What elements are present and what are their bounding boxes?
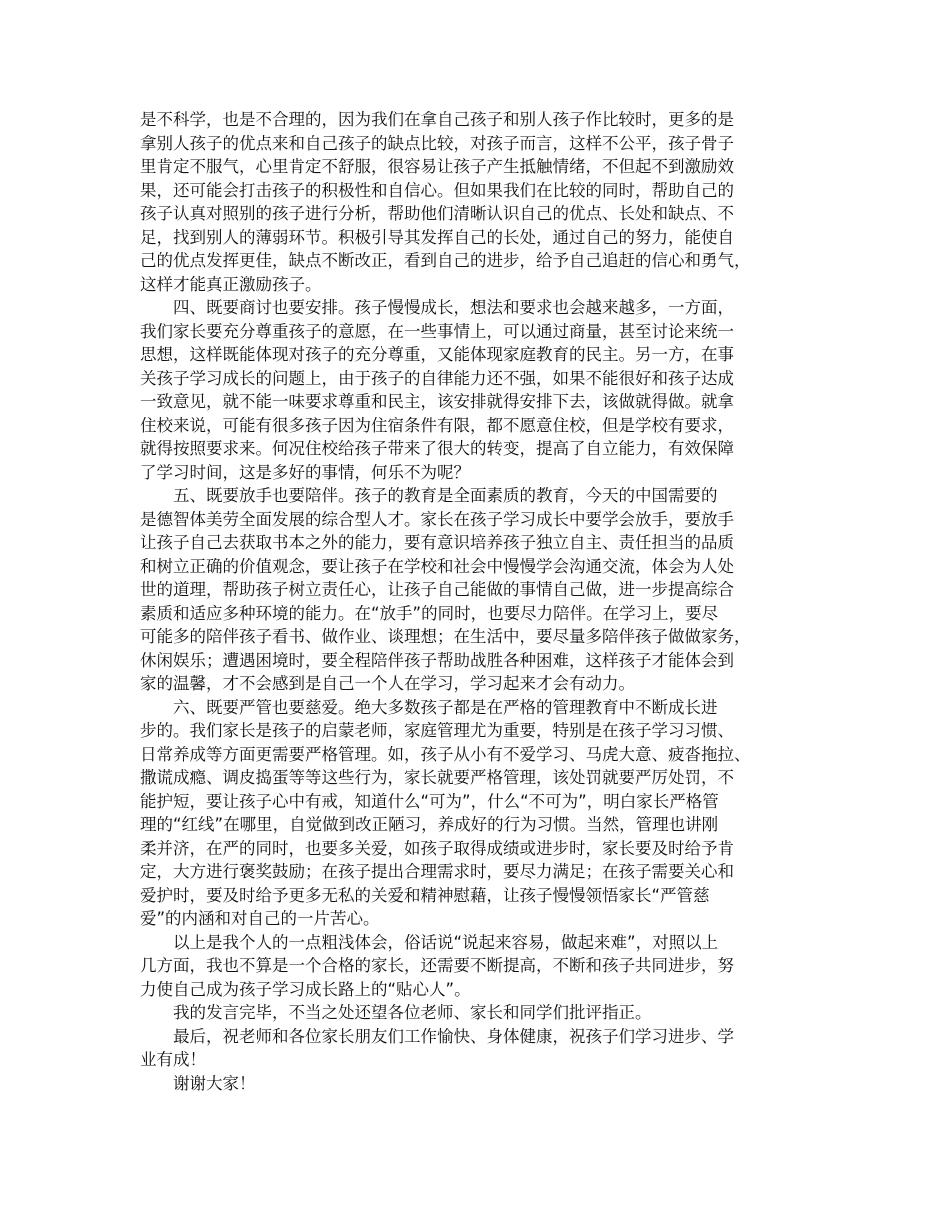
text-line: 柔并济，在严的同时，也要多关爱，如孩子取得成绩或进步时，家长要及时给予肯 [140, 838, 734, 858]
text-line: 六、既要严管也要慈爱。绝大多数孩子都是在严格的管理教育中不断成长进 [173, 697, 718, 717]
text-line: 己的优点发挥更佳，缺点不断改正，看到自己的进步，给予自己追赶的信心和勇气， [140, 251, 751, 270]
text-line: 日常养成等方面更需要严格管理。如，孩子从小有不爱学习、马虎大意、疲沓拖拉、 [140, 744, 751, 764]
text-line: 五、既要放手也要陪伴。孩子的教育是全面素质的教育，今天的中国需要的 [173, 486, 718, 505]
text-line: 了学习时间，这是多好的事情，何乐不为呢？ [140, 462, 470, 482]
text-line: 家的温馨，才不会感到是自己一个人在学习，学习起来才会有动力。 [140, 674, 635, 693]
text-line: 是不科学，也是不合理的，因为我们在拿自己孩子和别人孩子作比较时，更多的是 [140, 110, 734, 129]
text-line: 足，找到别人的薄弱环节。积极引导其发挥自己的长处，通过自己的努力，能使自 [140, 227, 734, 247]
text-line: 几方面，我也不算是一个合格的家长，还需要不断提高，不断和孩子共同进步，努 [140, 956, 734, 975]
text-line: 理的“红线”在哪里，自觉做到改正陋习，养成好的行为习惯。当然，管理也讲刚 [140, 815, 719, 834]
text-line: 孩子认真对照别的孩子进行分析，帮助他们清晰认识自己的优点、长处和缺点、不 [140, 204, 734, 223]
text-line: 力使自己成为孩子学习成长路上的“贴心人”。 [140, 979, 471, 999]
text-line: 果，还可能会打击孩子的积极性和自信心。但如果我们在比较的同时，帮助自己的 [140, 180, 734, 200]
text-line: 素质和适应多种环境的能力。在“放手”的同时，也要尽力陪伴。在学习上，要尽 [140, 603, 719, 623]
text-line: 爱”的内涵和对自己的一片苦心。 [140, 909, 380, 928]
text-line: 爱护时，要及时给予更多无私的关爱和精神慰藉，让孩子慢慢领悟家长“严管慈 [140, 885, 710, 905]
text-line: 让孩子自己去获取书本之外的能力，要有意识培养孩子独立自主、责任担当的品质 [140, 533, 734, 552]
text-line: 拿别人孩子的优点来和自己孩子的缺点比较，对孩子而言，这样不公平，孩子骨子 [140, 133, 734, 153]
text-line: 一致意见，就不能一味要求尊重和民主，该安排就得安排下去，该做就得做。就拿 [140, 392, 734, 411]
text-line: 定，大方进行褒奖鼓励；在孩子提出合理需求时，要尽力满足；在孩子需要关心和 [140, 862, 734, 881]
text-line: 能护短，要让孩子心中有戒，知道什么“可为”，什么“不可为”，明白家长严格管 [140, 791, 719, 811]
text-line: 谢谢大家！ [173, 1073, 256, 1093]
document-body [140, 108, 830, 1095]
text-line: 最后，祝老师和各位家长朋友们工作愉快、身体健康，祝孩子们学习进步、学 [173, 1026, 734, 1046]
text-line: 业有成！ [140, 1050, 206, 1069]
text-line: 这样才能真正激励孩子。 [140, 274, 322, 294]
text-line: 以上是我个人的一点粗浅体会，俗话说“说起来容易，做起来难”，对照以上 [173, 932, 719, 952]
text-line: 思想，这样既能体现对孩子的充分尊重，又能体现家庭教育的民主。另一方，在事 [140, 345, 734, 364]
text-line: 四、既要商讨也要安排。孩子慢慢成长，想法和要求也会越来越多，一方面， [173, 298, 734, 317]
text-line: 里肯定不服气，心里肯定不舒服，很容易让孩子产生抵触情绪，不但起不到激励效 [140, 157, 734, 176]
text-line: 步的。我们家长是孩子的启蒙老师，家庭管理尤为重要，特别是在孩子学习习惯、 [140, 721, 734, 740]
text-line: 我们家长要充分尊重孩子的意愿，在一些事情上，可以通过商量，甚至讨论来统一 [140, 321, 734, 341]
text-line: 住校来说，可能有很多孩子因为住宿条件有限，都不愿意住校，但是学校有要求， [140, 415, 734, 435]
text-line: 休闲娱乐；遭遇困境时，要全程陪伴孩子帮助战胜各种困难，这样孩子才能体会到 [140, 650, 734, 670]
text-line: 和树立正确的价值观念，要让孩子在学校和社会中慢慢学会沟通交流，体会为人处 [140, 556, 734, 576]
text-line: 是德智体美劳全面发展的综合型人才。家长在孩子学习成长中要学会放手，要放手 [140, 509, 734, 529]
text-line: 世的道理，帮助孩子树立责任心，让孩子自己能做的事情自己做，进一步提高综合 [140, 580, 734, 599]
text-line: 我的发言完毕，不当之处还望各位老师、家长和同学们批评指正。 [173, 1003, 652, 1022]
text-line: 就得按照要求来。何况住校给孩子带来了很大的转变，提高了自立能力，有效保障 [140, 439, 734, 458]
text-line: 撒谎成瘾、调皮捣蛋等等这些行为，家长就要严格管理，该处罚就要严厉处罚，不 [140, 768, 734, 787]
text-line: 关孩子学习成长的问题上，由于孩子的自律能力还不强，如果不能很好和孩子达成 [140, 368, 734, 388]
text-line: 可能多的陪伴孩子看书、做作业、谈理想；在生活中，要尽量多陪伴孩子做做家务， [140, 627, 751, 646]
